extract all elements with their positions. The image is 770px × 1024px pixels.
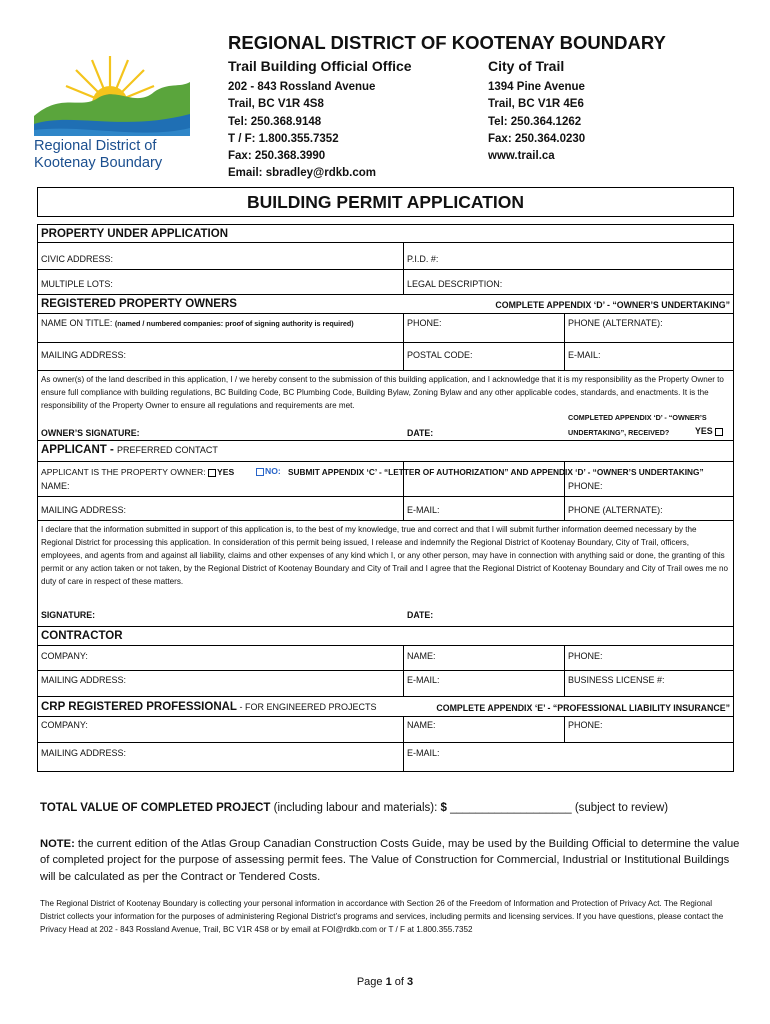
applicant-is-owner-row — [41, 467, 234, 477]
property-section-heading: PROPERTY UNDER APPLICATION — [41, 228, 228, 240]
undertaking-yes-option[interactable] — [695, 426, 724, 436]
contractor-company-field[interactable]: COMPANY: — [41, 651, 88, 661]
note-label: NOTE: — [40, 838, 75, 850]
total-value-line — [40, 802, 668, 814]
contractor-phone-field[interactable]: PHONE: — [568, 651, 603, 661]
owners-section-heading: REGISTERED PROPERTY OWNERS — [41, 298, 237, 310]
trail-office-heading: Trail Building Official Office — [228, 58, 412, 74]
form-title: BUILDING PERMIT APPLICATION — [37, 187, 734, 217]
name-on-title-note: (named / numbered companies: proof of signing authority is required) — [114, 319, 354, 328]
applicant-phone-field[interactable]: PHONE: — [568, 481, 603, 491]
civic-address-field[interactable]: CIVIC ADDRESS: — [41, 254, 114, 264]
note-paragraph — [40, 836, 740, 885]
trail-office-tel: Tel: 250.368.9148 — [228, 115, 322, 128]
applicant-heading-main: APPLICANT - — [41, 444, 118, 456]
total-value-dollar: $ — [440, 802, 447, 814]
crp-appendix-note: COMPLETE APPENDIX ‘E’ - “PROFESSIONAL LIABILITY INSURANCE” — [436, 703, 730, 713]
trail-office-fax: Fax: 250.368.3990 — [228, 150, 326, 163]
undertaking-yes-checkbox[interactable] — [715, 428, 723, 436]
crp-section-heading — [41, 701, 376, 713]
city-office-address2: Trail, BC V1R 4E6 — [488, 98, 584, 111]
city-office-block — [488, 58, 585, 165]
contractor-mailing-address-field[interactable]: MAILING ADDRESS: — [41, 675, 127, 685]
owner-phone-alt-field[interactable]: PHONE (ALTERNATE): — [568, 318, 663, 328]
applicant-signature-field[interactable]: SIGNATURE: — [41, 610, 96, 620]
page-current: 1 — [385, 976, 392, 988]
city-office-address1: 1394 Pine Avenue — [488, 81, 585, 93]
crp-company-field[interactable]: COMPANY: — [41, 720, 88, 730]
total-value-label: TOTAL VALUE OF COMPLETED PROJECT — [40, 802, 271, 814]
crp-heading-main: CRP REGISTERED PROFESSIONAL — [41, 701, 237, 713]
trail-office-address2: Trail, BC V1R 4S8 — [228, 98, 324, 111]
applicant-yes-checkbox[interactable] — [208, 469, 216, 477]
applicant-mailing-address-field[interactable]: MAILING ADDRESS: — [41, 505, 127, 515]
trail-office-address1: 202 - 843 Rossland Avenue — [228, 81, 376, 93]
name-on-title-field[interactable] — [41, 318, 354, 328]
city-office-heading: City of Trail — [488, 58, 565, 74]
page-total: 3 — [407, 976, 414, 988]
applicant-name-field[interactable]: NAME: — [41, 481, 70, 491]
crp-name-field[interactable]: NAME: — [407, 720, 436, 730]
owner-mailing-address-field[interactable]: MAILING ADDRESS: — [41, 350, 127, 360]
trail-office-email[interactable]: Email: sbradley@rdkb.com — [228, 167, 376, 180]
trail-office-block — [228, 58, 412, 183]
owner-email-field[interactable]: E-MAIL: — [568, 350, 601, 360]
city-office-web[interactable]: www.trail.ca — [488, 150, 555, 163]
crp-email-field[interactable]: E-MAIL: — [407, 748, 440, 758]
owner-phone-field[interactable]: PHONE: — [407, 318, 442, 328]
legal-description-field[interactable]: LEGAL DESCRIPTION: — [407, 279, 503, 289]
crp-phone-field[interactable]: PHONE: — [568, 720, 603, 730]
owner-signature-field[interactable]: OWNER’S SIGNATURE: — [41, 428, 140, 438]
total-value-detail: (including labour and materials): — [270, 802, 441, 814]
multiple-lots-field[interactable]: MULTIPLE LOTS: — [41, 279, 113, 289]
applicant-email-field[interactable]: E-MAIL: — [407, 505, 440, 515]
applicant-date-field[interactable]: DATE: — [407, 610, 434, 620]
applicant-no-instruction: SUBMIT APPENDIX ‘C’ - “LETTER OF AUTHORIZATION” AND APPENDIX ‘D’ - “OWNER’S UNDERTAKING” — [288, 467, 704, 477]
note-text: the current edition of the Atlas Group Canadian Construction Costs Guide, may be used by the Building Official to determine the value of completed project for the purpose of assessing permit fees. The Value of Construction for Commercial, Industrial or Institutional Buildings will be calculated as per the Contract or Tendered Costs. — [40, 838, 740, 883]
crp-heading-sub: - FOR ENGINEERED PROJECTS — [236, 702, 377, 712]
applicant-is-owner-no-option[interactable]: NO: — [256, 466, 281, 476]
owners-appendix-note: COMPLETE APPENDIX ‘D’ - “OWNER’S UNDERTAKING” — [495, 300, 730, 310]
applicant-section-heading — [41, 444, 218, 456]
page-number: Page 1 of 3 — [356, 976, 414, 988]
total-value-input[interactable]: ___________________ — [446, 802, 575, 814]
org-title: REGIONAL DISTRICT OF KOOTENAY BOUNDARY — [228, 32, 666, 53]
undertaking-yes-label: YES — [695, 426, 713, 436]
applicant-no-checkbox[interactable] — [256, 468, 264, 476]
name-on-title-label: NAME ON TITLE: — [41, 318, 113, 328]
owner-consent-text: As owner(s) of the land described in this application, I / we hereby consent to the submission of this building application, and I acknowledge that it is my responsibility as the Property Owner to ensure full compliance with building regulations, BC Building Code, BC Plumbing Code, Building Bylaw, Zoning Bylaw and any other applicable codes, standards, and enactments. It is the responsibility of the Property Owner to ensure all regulations and requirements are met. — [41, 375, 724, 410]
total-value-review: (subject to review) — [574, 802, 669, 814]
contractor-section-heading: CONTRACTOR — [41, 630, 123, 642]
city-office-fax: Fax: 250.364.0230 — [488, 132, 586, 145]
trail-office-tollfree: T / F: 1.800.355.7352 — [228, 132, 339, 145]
applicant-is-owner-question: APPLICANT IS THE PROPERTY OWNER: — [41, 467, 206, 477]
owner-postal-code-field[interactable]: POSTAL CODE: — [407, 350, 473, 360]
undertaking-question-line2: UNDERTAKING”, RECEIVED? — [568, 428, 670, 437]
contractor-email-field[interactable]: E-MAIL: — [407, 675, 440, 685]
applicant-heading-sub: PREFERRED CONTACT — [117, 445, 218, 455]
privacy-statement: The Regional District of Kootenay Boundary is collecting your personal information in accordance with Section 26 of the Freedom of Information and Protection of Privacy Act. The Regional District collects your information for the purposes of administering Regional District’s programs and services, including permits and licensing services. If you have questions, please contact the Privacy Head at 202 - 843 Rossland Avenue, Trail, BC V1R 4S8 or by email at FOI@rdkb.com or T / F at 1.800.355.7352 — [40, 899, 724, 934]
applicant-phone-alt-field[interactable]: PHONE (ALTERNATE): — [568, 505, 663, 515]
undertaking-question-line1: COMPLETED APPENDIX ‘D’ - “OWNER’S — [568, 413, 707, 422]
contractor-name-field[interactable]: NAME: — [407, 651, 436, 661]
pid-field[interactable]: P.I.D. #: — [407, 254, 439, 264]
rdkb-logo — [32, 52, 192, 170]
owner-date-field[interactable]: DATE: — [407, 428, 434, 438]
applicant-declaration-text: I declare that the information submitted in support of this application is, to the best of my knowledge, true and correct and that I will submit further information deemed necessary by the Regional District for processing this application. In consideration of this permit being issued, I release and indemnify the Regional District of Kootenay Boundary, City of Trail, officers, employees, and agents from and against all liability, claims and other expenses of any kind which I, or any other person, may have in connection with anything said or done, the granting of this permit or any action taken or not taken, by the Regional District of Kootenay Boundary and City of Trail and I agree that the Regional District of Kootenay Boundary and City of Trail owes me no duty of care in respect of these matters. — [41, 525, 728, 586]
contractor-business-license-field[interactable]: BUSINESS LICENSE #: — [568, 675, 665, 685]
city-office-tel: Tel: 250.364.1262 — [488, 115, 582, 128]
crp-mailing-address-field[interactable]: MAILING ADDRESS: — [41, 748, 127, 758]
logo-text-line2: Kootenay Boundary — [34, 155, 163, 170]
logo-text-line1: Regional District of — [34, 138, 157, 154]
applicant-is-owner-yes-option[interactable]: YES — [208, 467, 234, 477]
